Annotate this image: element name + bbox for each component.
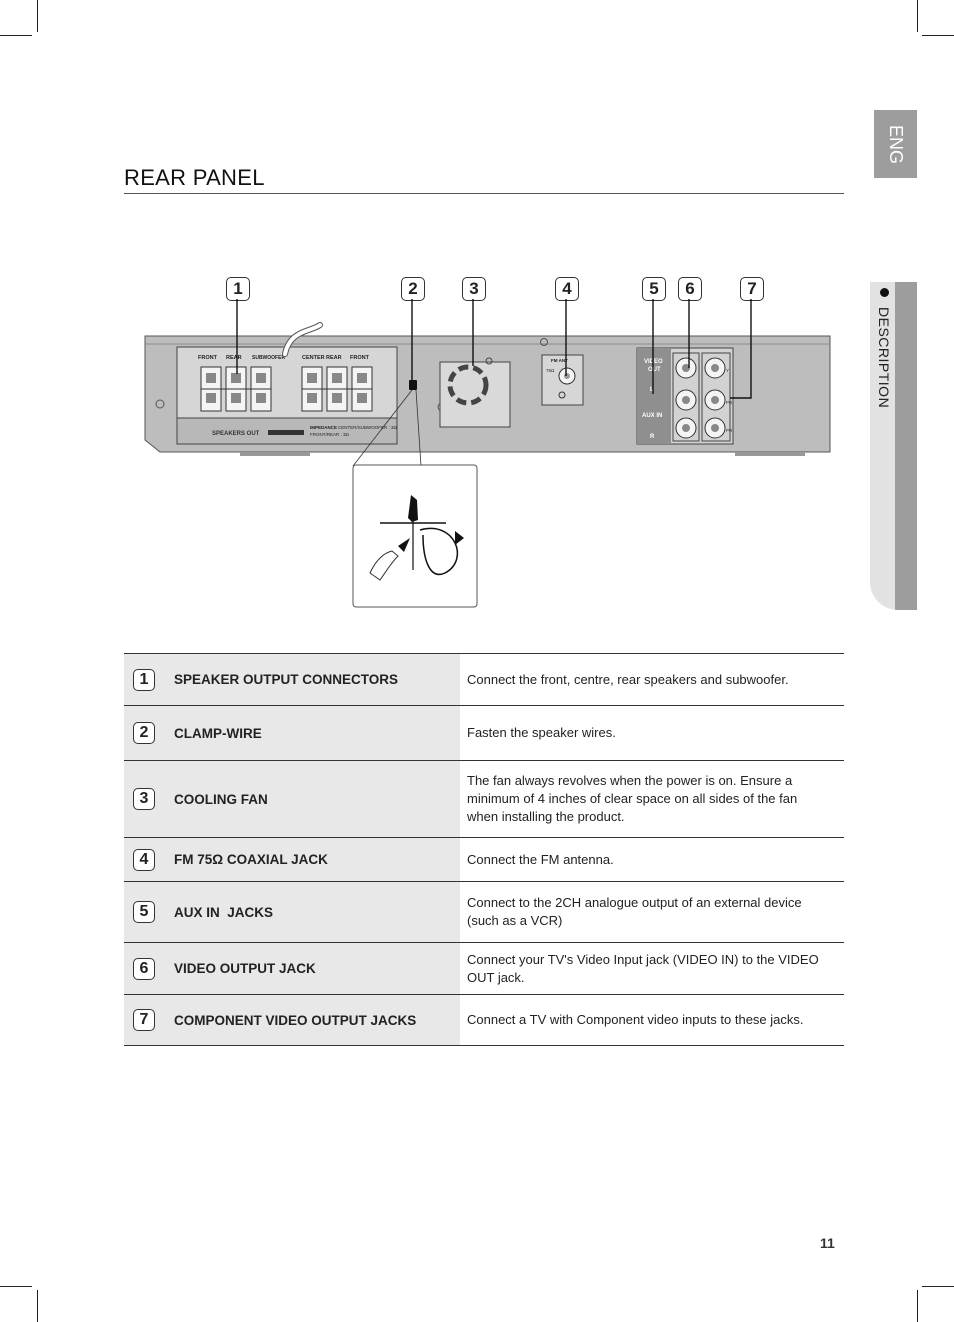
item-description: Connect a TV with Component video inputs to these jacks. [460,995,844,1046]
table-row [124,706,844,761]
item-name-cell [124,995,460,1046]
page-title: REAR PANEL [124,165,844,194]
item-description: The fan always revolves when the power is on. Ensure a minimum of 4 inches of clear space on all sides of the fan when installing the product. [460,761,844,838]
label-front-r: FRONT [198,355,217,361]
label-impedance-values-1: CENTER/SUBWOOFER : 3Ω [338,425,397,430]
language-tab-label: ENG [885,124,906,164]
label-aux-l: L [650,387,654,393]
rear-panel-drawing [140,270,840,615]
rear-panel-figure [140,270,840,615]
section-side-tab [870,282,917,610]
item-number: 7 [133,1009,155,1031]
table-row [124,761,844,838]
item-name-cell [124,654,460,706]
item-name: CLAMP-WIRE [174,725,262,741]
item-name: FM 75Ω COAXIAL JACK [174,852,328,867]
item-name: SPEAKER OUTPUT CONNECTORS [174,672,399,687]
label-comp-pr: PR [726,428,733,433]
item-description: Connect your TV's Video Input jack (VIDEO IN) to the VIDEO OUT jack. [460,943,844,995]
av-jack-block [637,348,733,444]
crop-mark [922,1286,954,1287]
crop-mark [0,35,32,36]
table-row [124,943,844,995]
label-video-out-2: OUT [648,367,661,373]
item-name-cell [124,761,460,838]
table-row [124,882,844,943]
callout-6: 6 [678,277,702,301]
item-name: VIDEO OUTPUT JACK [174,961,316,976]
item-description: Connect the FM antenna. [460,838,844,882]
clamp-wire-mark [409,380,417,390]
item-number: 3 [133,788,155,810]
item-name-cell [124,706,460,761]
label-impedance: IMPEDANCE [310,425,338,430]
item-name: COMPONENT VIDEO OUTPUT JACKS [174,1012,417,1028]
label-fm-ant: FM ANT [551,358,568,363]
crop-mark [0,1286,32,1287]
callout-3: 3 [462,277,486,301]
item-name-cell [124,943,460,995]
callout-7: 7 [740,277,764,301]
callout-5: 5 [642,277,666,301]
page-number: 11 [820,1235,835,1251]
description-table [124,653,844,1046]
item-description: Fasten the speaker wires. [460,706,844,761]
item-number: 4 [133,849,155,871]
label-ohm: 75Ω [546,368,555,373]
bullet-icon [880,288,889,297]
item-name-cell [124,838,460,882]
label-subwoofer: SUBWOOFER [252,355,286,361]
item-description: Connect to the 2CH analogue output of an external device (such as a VCR) [460,882,844,943]
item-name-cell [124,882,460,943]
table-row [124,995,844,1046]
item-number: 2 [133,722,155,744]
side-tab-label: DESCRIPTION [876,307,892,409]
callout-1: 1 [226,277,250,301]
item-name: AUX IN JACKS [174,904,274,920]
label-impedance-values-2: FRONT/REAR : 3Ω [310,432,349,437]
callout-4: 4 [555,277,579,301]
label-aux-in: AUX IN [642,413,663,419]
label-center: CENTER [302,355,325,361]
crop-mark [37,1290,38,1322]
table-row [124,838,844,882]
item-description: Connect the front, centre, rear speakers and subwoofer. [460,654,844,706]
label-rear-l: REAR [326,355,342,361]
label-front-l: FRONT [350,355,369,361]
item-number: 5 [133,901,155,923]
item-name: COOLING FAN [174,791,268,807]
label-aux-r: R [650,434,655,440]
crop-mark [922,35,954,36]
label-rear-r: REAR [226,355,242,361]
label-speakers-out: SPEAKERS OUT [212,431,260,437]
crop-mark [37,0,38,32]
label-comp-pb: PB [726,400,733,405]
item-number: 1 [133,669,155,691]
speaker-terminal-block [177,347,398,444]
label-comp-y: Y [726,368,730,373]
callout-2: 2 [401,277,425,301]
side-tab-strip [895,282,917,610]
cooling-fan [440,358,510,427]
table-row [124,654,844,706]
label-video-out-1: VIDEO [644,359,663,365]
side-tab-label-group [874,288,894,408]
crop-mark [917,1290,918,1322]
item-number: 6 [133,958,155,980]
crop-mark [917,0,918,32]
language-tab [874,110,917,178]
